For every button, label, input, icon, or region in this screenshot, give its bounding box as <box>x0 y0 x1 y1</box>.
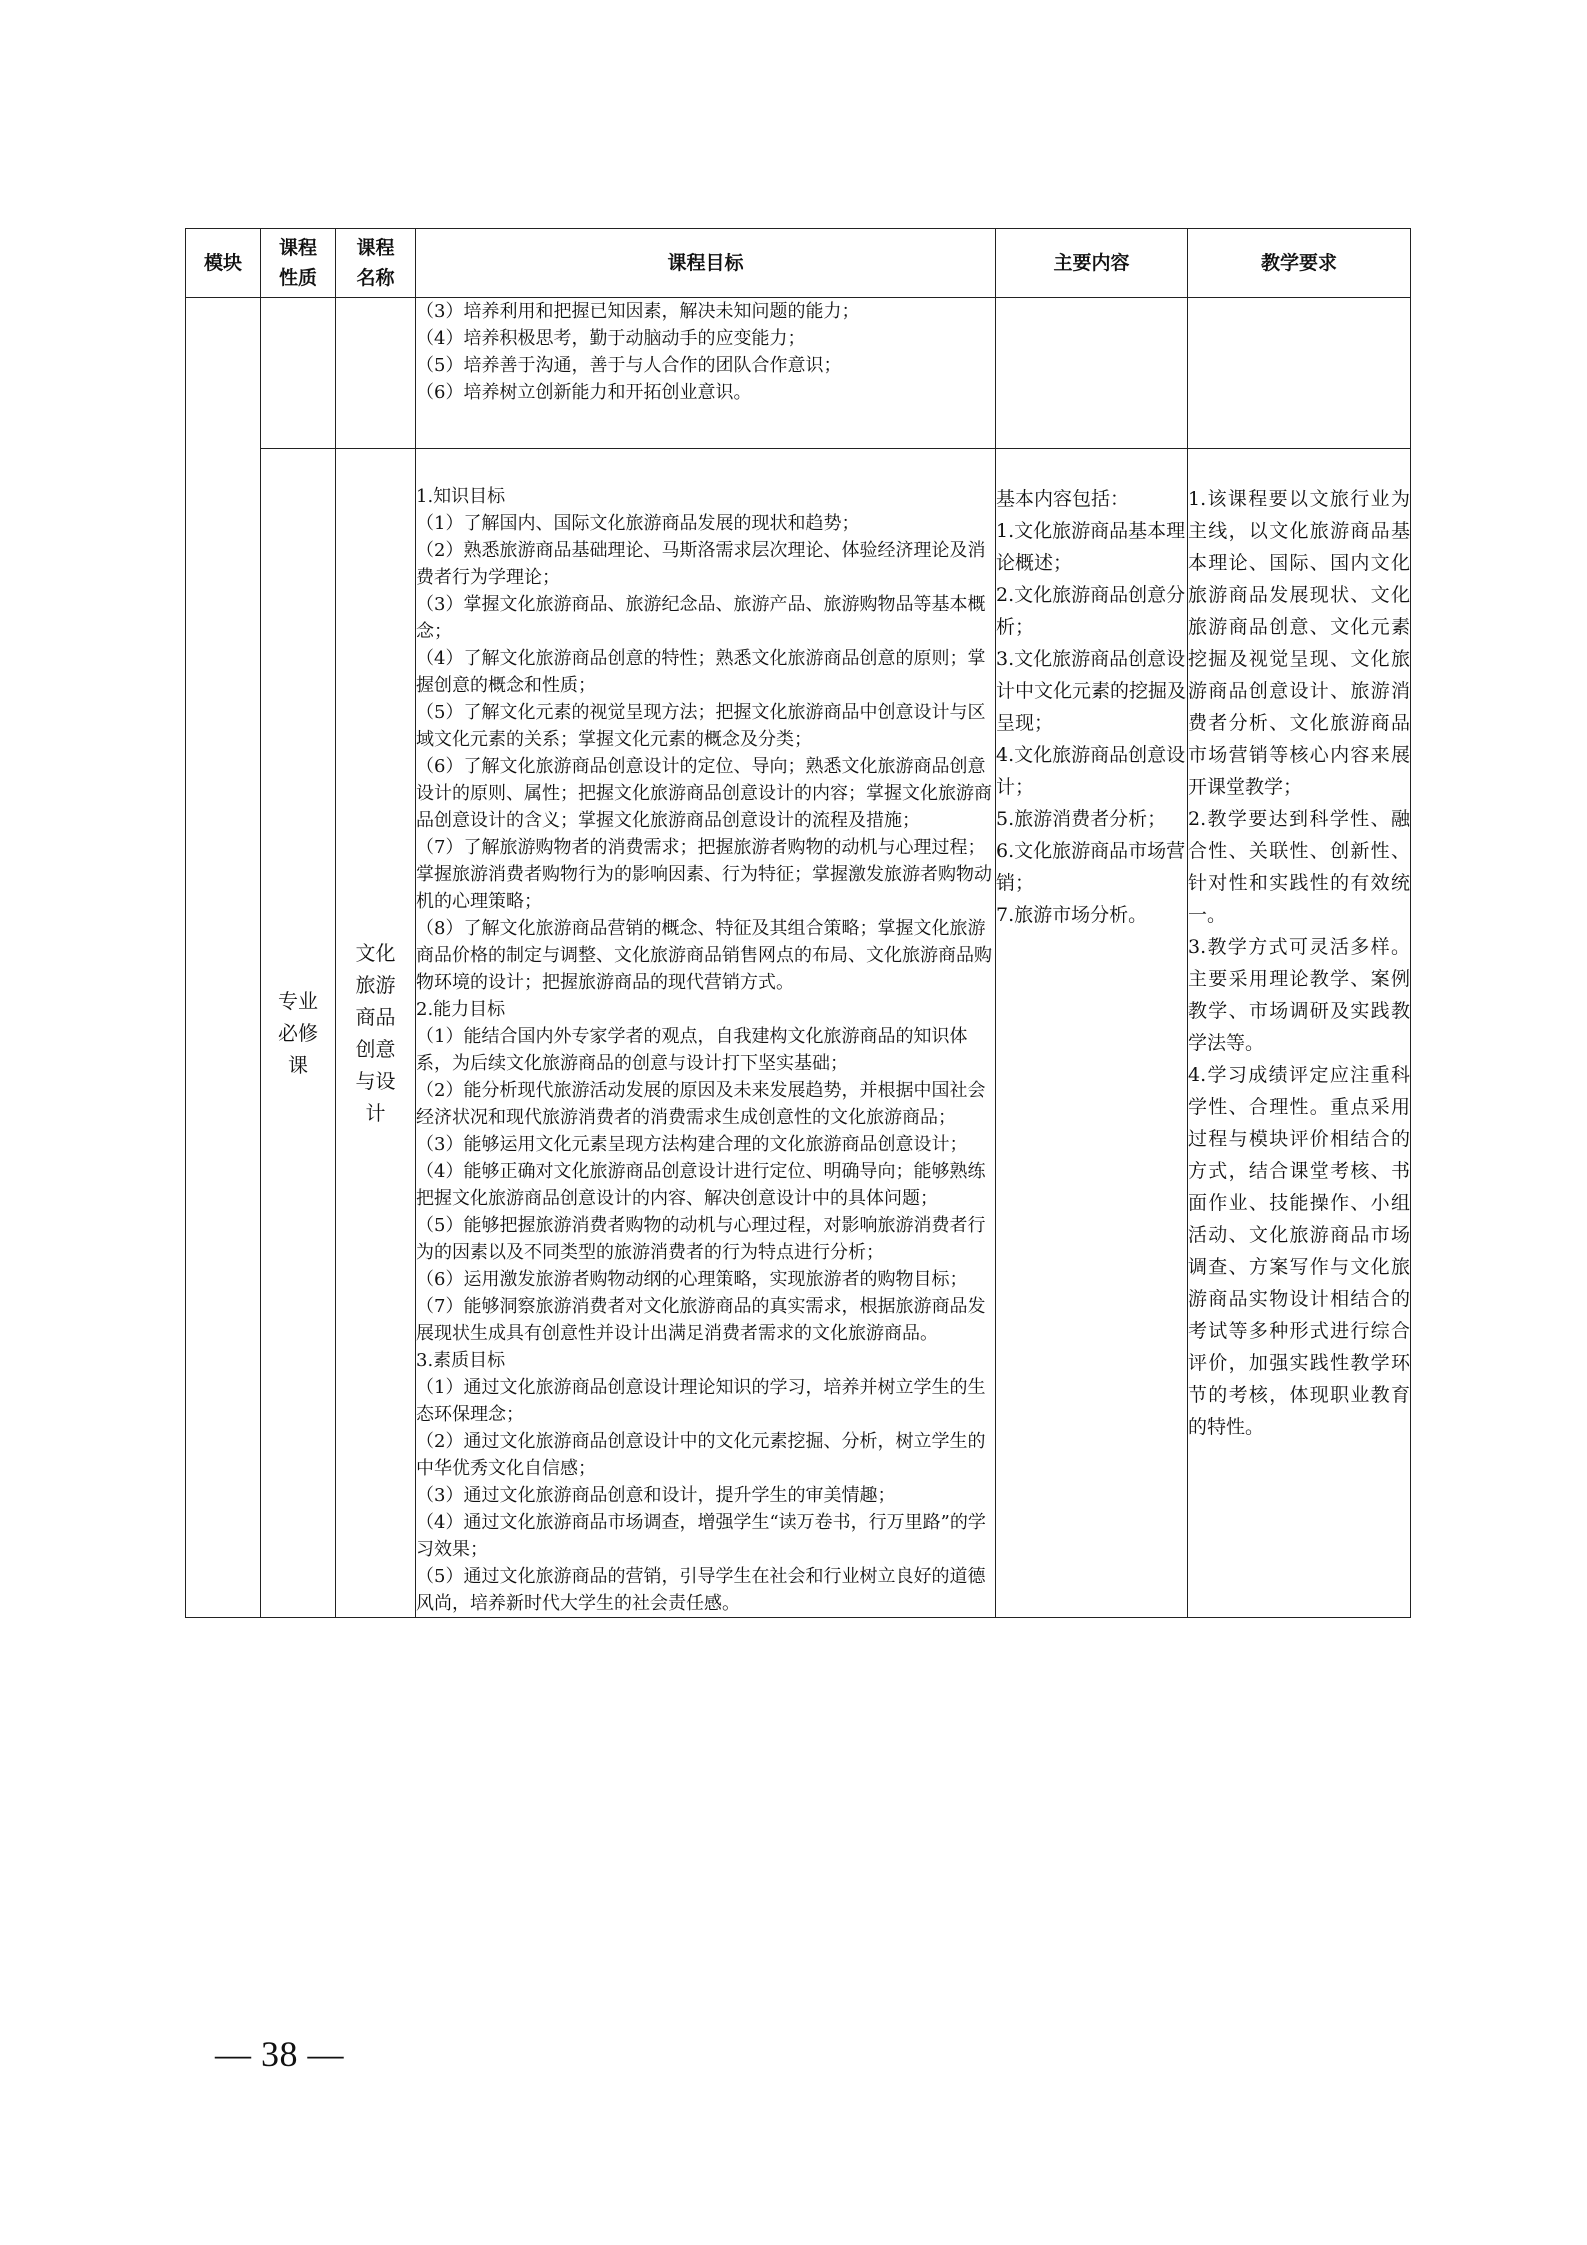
objective-item: （5）培养善于沟通，善于与人合作的团队合作意识； <box>416 355 842 376</box>
objective-item: （4）培养积极思考，勤于动脑动手的应变能力； <box>416 328 806 349</box>
name-cell-continued <box>336 298 416 449</box>
nature-cell-continued <box>261 298 336 449</box>
content-cell-continued <box>996 298 1188 449</box>
page-number: — 38 — <box>215 2034 344 2074</box>
requirements-cell-continued <box>1188 298 1411 449</box>
objective-item: （4）通过文化旅游商品市场调查，增强学生“读万卷书，行万里路”的学习效果； <box>416 1512 986 1560</box>
course-name-line: 计 <box>365 1101 386 1125</box>
content-item: 4.文化旅游商品创意设计； <box>996 744 1186 798</box>
main-content-cell <box>996 449 1188 1618</box>
objective-item: （2）能分析现代旅游活动发展的原因及未来发展趋势，并根据中国社会经济状况和现代旅游消费者的消费需求生成创意性的文化旅游商品； <box>416 1080 986 1128</box>
objective-item: （1）通过文化旅游商品创意设计理论知识的学习，培养并树立学生的生态环保理念； <box>416 1377 986 1425</box>
module-cell <box>186 298 261 1618</box>
requirement-item: 2.教学要达到科学性、融合性、关联性、创新性、针对性和实践性的有效统一。 <box>1188 808 1410 926</box>
course-name-cell <box>336 449 416 1618</box>
objective-item: （3）通过文化旅游商品创意和设计，提升学生的审美情趣； <box>416 1485 896 1506</box>
course-name-line: 旅游 <box>355 973 396 997</box>
content-item: 6.文化旅游商品市场营销； <box>996 840 1186 894</box>
table-row <box>186 449 1411 1618</box>
objective-item: （4）能够正确对文化旅游商品创意设计进行定位、明确导向；能够熟练把握文化旅游商品创意设计的内容、解决创意设计中的具体问题； <box>416 1161 986 1209</box>
objective-item: （3）培养利用和把握已知因素，解决未知问题的能力； <box>416 301 860 322</box>
content-item: 2.文化旅游商品创意分析； <box>996 584 1186 638</box>
objective-item: （5）了解文化元素的视觉呈现方法；把握文化旅游商品中创意设计与区域文化元素的关系；掌握文化元素的概念及分类； <box>416 702 986 750</box>
objective-item: （1）了解国内、国际文化旅游商品发展的现状和趋势； <box>416 513 860 534</box>
course-nature-line: 必修 <box>278 1021 318 1045</box>
content-item: 7.旅游市场分析。 <box>996 904 1148 926</box>
objective-item: （7）能够洞察旅游消费者对文化旅游商品的真实需求，根据旅游商品发展现状生成具有创意性并设计出满足消费者需求的文化旅游商品。 <box>416 1296 986 1344</box>
course-name-line: 创意 <box>355 1037 396 1061</box>
content-item: 基本内容包括： <box>996 488 1130 510</box>
header-module: 模块 <box>186 229 261 298</box>
content-item: 5.旅游消费者分析； <box>996 808 1167 830</box>
teaching-requirements-cell <box>1188 449 1411 1618</box>
objective-item: （8）了解文化旅游商品营销的概念、特征及其组合策略；掌握文化旅游商品价格的制定与调整、文化旅游商品销售网点的布局、文化旅游商品购物环境的设计；把握旅游商品的现代营销方式。 <box>416 918 992 993</box>
course-nature-line: 课 <box>288 1053 308 1077</box>
objective-item: （5）能够把握旅游消费者购物的动机与心理过程，对影响旅游消费者行为的因素以及不同类型的旅游消费者的行为特点进行分析； <box>416 1215 986 1263</box>
objective-item: （6）了解文化旅游商品创意设计的定位、导向；熟悉文化旅游商品创意设计的原则、属性；把握文化旅游商品创意设计的内容；掌握文化旅游商品创意设计的含义；掌握文化旅游商品创意设计的流程及措施； <box>416 756 992 831</box>
requirement-item: 1.该课程要以文旅行业为主线，以文化旅游商品基本理论、国际、国内文化旅游商品发展现状、文化旅游商品创意、文化元素挖掘及视觉呈现、文化旅游商品创意设计、旅游消费者分析、文化旅游商品市场营销等核心内容来展开课堂教学； <box>1188 488 1410 798</box>
section-heading: 2.能力目标 <box>416 999 506 1020</box>
objective-item: （4）了解文化旅游商品创意的特性；熟悉文化旅游商品创意的原则；掌握创意的概念和性质； <box>416 648 986 696</box>
course-name-line: 与设 <box>355 1069 396 1093</box>
content-item: 1.文化旅游商品基本理论概述； <box>996 520 1186 574</box>
requirement-item: 4.学习成绩评定应注重科学性、合理性。重点采用过程与模块评价相结合的方式，结合课堂考核、书面作业、技能操作、小组活动、文化旅游商品市场调查、方案写作与文化旅游商品实物设计相结合的考试等多种形式进行综合评价，加强实践性教学环节的考核，体现职业教育的特性。 <box>1188 1064 1410 1438</box>
objective-item: （6）运用激发旅游者购物动纲的心理策略，实现旅游者的购物目标； <box>416 1269 968 1290</box>
header-main-content: 主要内容 <box>996 229 1188 298</box>
header-course-name: 课程 名称 <box>336 229 416 298</box>
objectives-cell-continued <box>416 298 996 449</box>
section-heading: 1.知识目标 <box>416 486 506 507</box>
header-course-nature: 课程 性质 <box>261 229 336 298</box>
table-row <box>186 298 1411 449</box>
objective-item: （1）能结合国内外专家学者的观点，自我建构文化旅游商品的知识体系，为后续文化旅游商品的创意与设计打下坚实基础； <box>416 1026 968 1074</box>
objective-item: （5）通过文化旅游商品的营销，引导学生在社会和行业树立良好的道德风尚，培养新时代大学生的社会责任感。 <box>416 1566 986 1614</box>
course-name-line: 文化 <box>355 941 396 965</box>
header-objectives: 课程目标 <box>416 229 996 298</box>
objective-item: （2）熟悉旅游商品基础理论、马斯洛需求层次理论、体验经济理论及消费者行为学理论； <box>416 540 986 588</box>
objective-item: （7）了解旅游购物者的消费需求；把握旅游者购物的动机与心理过程；掌握旅游消费者购物行为的影响因素、行为特征；掌握激发旅游者购物动机的心理策略； <box>416 837 992 912</box>
objective-item: （6）培养树立创新能力和开拓创业意识。 <box>416 382 752 403</box>
objective-item: （2）通过文化旅游商品创意设计中的文化元素挖掘、分析，树立学生的中华优秀文化自信感； <box>416 1431 986 1479</box>
course-nature-line: 专业 <box>278 989 318 1013</box>
table-header-row <box>186 229 1411 298</box>
course-name-line: 商品 <box>355 1005 396 1029</box>
section-heading: 3.素质目标 <box>416 1350 506 1371</box>
content-item: 3.文化旅游商品创意设计中文化元素的挖掘及呈现； <box>996 648 1187 734</box>
requirement-item: 3.教学方式可灵活多样。主要采用理论教学、案例教学、市场调研及实践教学法等。 <box>1188 936 1410 1054</box>
objective-item: （3）能够运用文化元素呈现方法构建合理的文化旅游商品创意设计； <box>416 1134 968 1155</box>
course-nature-cell <box>261 449 336 1618</box>
course-table <box>185 228 1411 1618</box>
objectives-cell <box>416 449 996 1618</box>
objective-item: （3）掌握文化旅游商品、旅游纪念品、旅游产品、旅游购物品等基本概念； <box>416 594 986 642</box>
header-requirements: 教学要求 <box>1188 229 1411 298</box>
